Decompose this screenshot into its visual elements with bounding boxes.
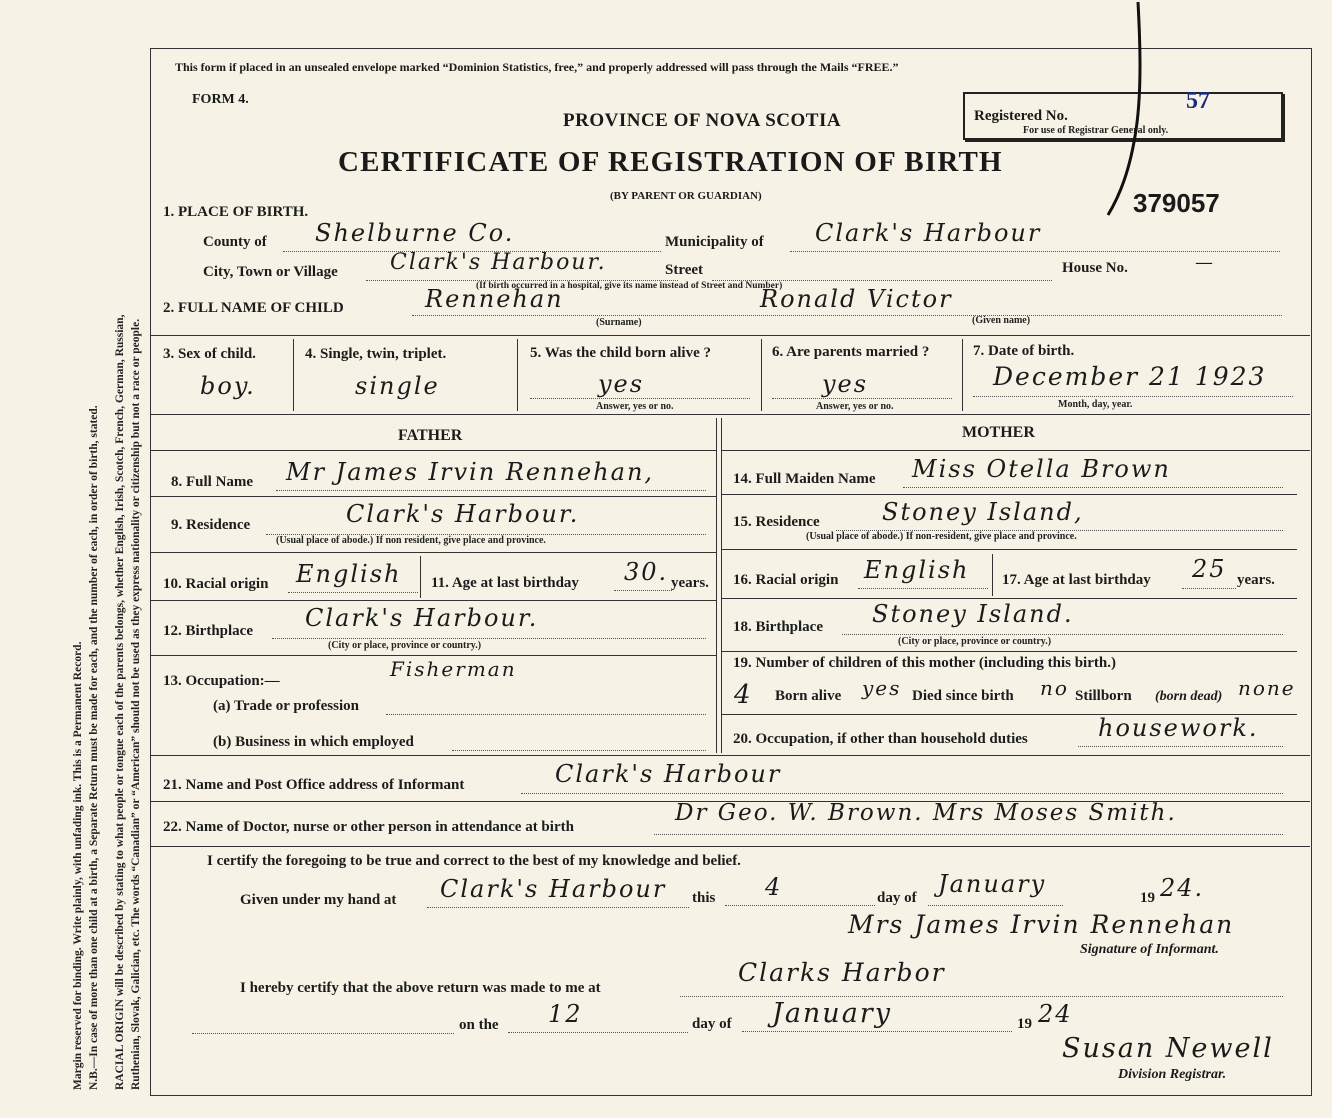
this-label: this xyxy=(692,890,716,906)
certification-statement: I certify the foregoing to be true and correct to the best of my knowledge and belief. xyxy=(207,853,741,869)
father-rule-1 xyxy=(150,496,716,497)
registrar-signature-label: Division Registrar. xyxy=(1118,1067,1227,1082)
given-year-value: 24. xyxy=(1160,874,1205,902)
mother-racial-line xyxy=(858,588,988,589)
mother-residence-value: Stoney Island, xyxy=(882,498,1084,526)
registrar-month-line xyxy=(742,1031,1012,1032)
mother-occupation-line xyxy=(1078,746,1283,747)
mother-occupation-label: 20. Occupation, if other than household duties xyxy=(733,731,1028,747)
mother-birthplace-note: (City or place, province or country.) xyxy=(898,636,1052,647)
hospital-note: (If birth occurred in a hospital, give its name instead of Street and Number) xyxy=(476,281,783,291)
parents-married-note: Answer, yes or no. xyxy=(816,401,894,412)
form-number: FORM 4. xyxy=(192,92,249,107)
parents-divider-2 xyxy=(721,418,722,753)
registered-label: Registered No. xyxy=(974,108,1068,124)
street-label: Street xyxy=(665,262,704,278)
child-name-label: 2. FULL NAME OF CHILD xyxy=(163,300,344,316)
row-divider-top xyxy=(150,335,1310,336)
registered-number: 57 xyxy=(1186,88,1210,114)
died-since-birth-label: Died since birth xyxy=(912,688,1014,704)
attendant-rule-bottom xyxy=(150,846,1310,847)
mother-heading-rule xyxy=(722,450,1310,451)
father-birthplace-note: (City or place, province or country.) xyxy=(328,640,482,651)
date-of-birth-note: Month, day, year. xyxy=(1058,399,1133,410)
born-alive-value: yes xyxy=(598,370,645,398)
registrar-day-line xyxy=(508,1032,688,1033)
sex-value: boy. xyxy=(200,372,256,400)
father-years-label: years. xyxy=(671,575,709,591)
father-business-label: (b) Business in which employed xyxy=(213,734,414,750)
mother-heading: MOTHER xyxy=(962,424,1035,441)
mother-age-label: 17. Age at last birthday xyxy=(1002,572,1151,588)
house-label: House No. xyxy=(1062,260,1128,276)
col-divider-1 xyxy=(293,339,294,411)
informant-line xyxy=(521,793,1283,794)
child-name-line xyxy=(412,315,1282,316)
father-racial-label: 10. Racial origin xyxy=(163,576,269,592)
given-month-value: January xyxy=(938,870,1047,898)
born-alive-note: Answer, yes or no. xyxy=(596,401,674,412)
child-given-name: Ronald Victor xyxy=(760,285,953,313)
given-name-note: (Given name) xyxy=(972,315,1031,326)
place-of-birth-label: 1. PLACE OF BIRTH. xyxy=(163,204,309,220)
father-age-value: 30. xyxy=(624,558,669,586)
parents-married-value: yes xyxy=(822,370,869,398)
mother-age-line xyxy=(1182,588,1236,589)
born-alive-label: 5. Was the child born alive ? xyxy=(530,345,711,361)
child-surname: Rennehan xyxy=(425,285,564,313)
surname-note: (Surname) xyxy=(596,317,642,328)
certificate-subtitle: (BY PARENT OR GUARDIAN) xyxy=(610,190,762,202)
municipality-label: Municipality of xyxy=(665,234,764,250)
mother-racial-divider xyxy=(992,554,993,596)
certificate-title: CERTIFICATE OF REGISTRATION OF BIRTH xyxy=(338,146,1003,178)
registrar-lead-line xyxy=(192,1033,454,1034)
mother-name-label: 14. Full Maiden Name xyxy=(733,471,876,487)
province-heading: PROVINCE OF NOVA SCOTIA xyxy=(563,110,842,131)
stillborn-note: (born dead) xyxy=(1155,689,1223,704)
parents-married-line xyxy=(772,398,952,399)
date-of-birth-line xyxy=(973,396,1293,397)
mother-birthplace-label: 18. Birthplace xyxy=(733,619,823,635)
mother-name-line xyxy=(903,487,1283,488)
given-day-of-label: day of xyxy=(877,890,917,906)
on-the-label: on the xyxy=(459,1017,499,1033)
father-heading-rule xyxy=(150,450,716,451)
mother-rule-4 xyxy=(722,651,1297,652)
pen-stroke-mark xyxy=(1100,0,1160,220)
stillborn-value: none xyxy=(1238,676,1296,700)
parents-divider xyxy=(716,418,717,753)
born-alive-count-label: Born alive xyxy=(775,688,842,704)
informant-signature-label: Signature of Informant. xyxy=(1080,942,1219,957)
house-value: — xyxy=(1195,252,1215,273)
father-rule-4 xyxy=(150,655,716,656)
attendant-value: Dr Geo. W. Brown. Mrs Moses Smith. xyxy=(675,800,1177,826)
mother-rule-3 xyxy=(722,598,1297,599)
given-month-line xyxy=(928,905,1063,906)
mother-rule-2 xyxy=(722,549,1297,550)
mother-occupation-value: housework. xyxy=(1098,714,1259,742)
father-racial-divider xyxy=(420,556,421,598)
serial-number: 379057 xyxy=(1133,188,1220,218)
mother-birthplace-value: Stoney Island. xyxy=(872,600,1074,628)
sidebar-line-4: Ruthenian, Slovak, Galician, etc. The words “Canadian” or “American” should not be used as they express nationality or citizenship but not a race or people. xyxy=(130,318,142,1090)
sidebar-line-3: RACIAL ORIGIN will be described by stating to what people or tongue each of the parents belongs, whether English, Irish, Scotch, French, German, Russian, xyxy=(114,314,126,1090)
father-birthplace-value: Clark's Harbour. xyxy=(305,604,539,632)
attendant-line xyxy=(654,834,1283,835)
given-place-value: Clark's Harbour xyxy=(440,875,667,903)
registrar-year-value: 24 xyxy=(1038,1000,1073,1028)
father-residence-value: Clark's Harbour. xyxy=(346,500,580,528)
informant-value: Clark's Harbour xyxy=(555,760,782,788)
county-label: County of xyxy=(203,234,267,250)
mother-rule-1 xyxy=(722,494,1297,495)
plurality-value: single xyxy=(355,372,440,400)
father-birthplace-label: 12. Birthplace xyxy=(163,623,253,639)
father-trade-label: (a) Trade or profession xyxy=(213,698,359,714)
father-name-label: 8. Full Name xyxy=(171,474,254,490)
father-occupation-label: 13. Occupation:— xyxy=(163,673,280,689)
died-since-birth-value: no xyxy=(1040,676,1069,700)
city-label: City, Town or Village xyxy=(203,264,338,280)
given-day-value: 4 xyxy=(765,873,783,901)
given-day-line xyxy=(725,905,875,906)
mother-racial-label: 16. Racial origin xyxy=(733,572,839,588)
father-racial-line xyxy=(288,592,418,593)
given-place-line xyxy=(427,907,689,908)
sidebar-line-2: N.B.—In case of more than one child at a birth, a Separate Return must be made for each, and the number of each, in order of birth, stated. xyxy=(88,405,100,1090)
plurality-label: 4. Single, twin, triplet. xyxy=(305,346,447,362)
registrar-year-prefix: 19 xyxy=(1017,1016,1032,1032)
born-alive-count-value: yes xyxy=(862,676,902,700)
col-divider-3 xyxy=(761,339,762,411)
father-racial-value: English xyxy=(296,560,402,588)
attendant-label: 22. Name of Doctor, nurse or other person in attendance at birth xyxy=(163,819,574,835)
parents-married-label: 6. Are parents married ? xyxy=(772,344,930,360)
city-value: Clark's Harbour. xyxy=(390,250,607,275)
registrar-day-of-label: day of xyxy=(692,1016,732,1032)
mother-children-label: 19. Number of children of this mother (including this birth.) xyxy=(733,655,1116,671)
date-of-birth-value: December 21 1923 xyxy=(993,362,1267,391)
father-name-value: Mr James Irvin Rennehan, xyxy=(286,458,655,486)
registrar-note: For use of Registrar General only. xyxy=(1023,125,1169,136)
registrar-month-value: January xyxy=(772,998,892,1029)
row-divider-child xyxy=(150,414,1310,415)
mother-children-count: 4 xyxy=(734,680,753,710)
father-occupation-value: Fisherman xyxy=(390,657,517,681)
father-age-label: 11. Age at last birthday xyxy=(431,575,579,591)
registrar-place-line xyxy=(680,996,1283,997)
born-alive-line xyxy=(530,398,750,399)
father-trade-line xyxy=(386,714,706,715)
mail-notice: This form if placed in an unsealed envelope marked “Dominion Statistics, free,” and properly addressed will pass through the Mails “FREE.” xyxy=(175,60,899,74)
father-rule-3 xyxy=(150,600,716,601)
mother-age-value: 25 xyxy=(1192,555,1227,583)
col-divider-4 xyxy=(962,339,963,411)
registrar-statement: I hereby certify that the above return was made to me at xyxy=(240,980,601,996)
sex-label: 3. Sex of child. xyxy=(163,346,256,362)
municipality-value: Clark's Harbour xyxy=(815,219,1042,247)
father-residence-note: (Usual place of abode.) If non resident, give place and province. xyxy=(276,535,546,546)
county-value: Shelburne Co. xyxy=(315,219,515,247)
father-age-line xyxy=(614,590,672,591)
given-year-prefix: 19 xyxy=(1140,890,1155,906)
father-heading: FATHER xyxy=(398,427,463,444)
mother-racial-value: English xyxy=(864,556,970,584)
father-business-line xyxy=(452,750,706,751)
given-under-hand-label: Given under my hand at xyxy=(240,892,397,908)
registrar-day-value: 12 xyxy=(548,1000,583,1028)
registrar-signature: Susan Newell xyxy=(1062,1033,1274,1064)
informant-label: 21. Name and Post Office address of Informant xyxy=(163,777,465,793)
mother-residence-label: 15. Residence xyxy=(733,514,820,530)
informant-rule-top xyxy=(150,755,1310,756)
mother-residence-note: (Usual place of abode.) If non-resident, give place and province. xyxy=(806,531,1077,542)
father-name-line xyxy=(276,490,706,491)
col-divider-2 xyxy=(517,339,518,411)
informant-signature: Mrs James Irvin Rennehan xyxy=(848,910,1235,939)
mother-birthplace-line xyxy=(842,634,1283,635)
stillborn-label: Stillborn xyxy=(1075,688,1132,704)
father-residence-label: 9. Residence xyxy=(171,517,251,533)
mother-years-label: years. xyxy=(1237,572,1275,588)
mother-name-value: Miss Otella Brown xyxy=(912,455,1171,483)
father-rule-2 xyxy=(150,552,716,553)
sidebar-line-1: Margin reserved for binding. Write plainly, with unfading ink. This is a Permanent Record. xyxy=(72,641,84,1090)
father-birthplace-line xyxy=(272,638,706,639)
date-of-birth-label: 7. Date of birth. xyxy=(973,343,1075,359)
registrar-place-value: Clarks Harbor xyxy=(738,958,946,987)
